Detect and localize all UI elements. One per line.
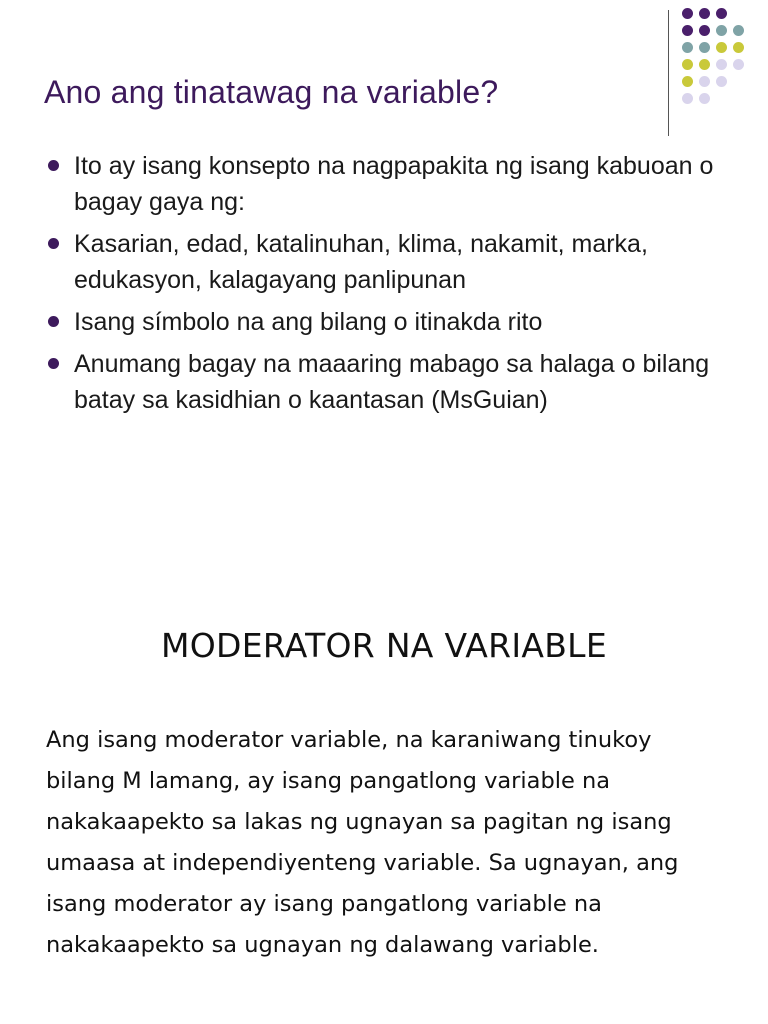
bullet-dot-icon [48, 358, 59, 369]
decorative-dot [716, 59, 727, 70]
decorative-dot [699, 42, 710, 53]
decorative-dot [699, 59, 710, 70]
bullet-dot-icon [48, 238, 59, 249]
slide-title: Ano ang tinatawag na variable? [44, 74, 499, 110]
decorative-dot [733, 25, 744, 36]
bullet-dot-icon [48, 160, 59, 171]
bullet-item [46, 346, 726, 418]
bullet-item [46, 226, 726, 298]
decorative-dot [682, 76, 693, 87]
decorative-dot [733, 42, 744, 53]
bullet-text: Anumang bagay na maaaring mabago sa halaga o bilang batay sa kasidhian o kaantasan (MsGuian) [74, 350, 710, 414]
decorative-dot [682, 93, 693, 104]
vertical-divider [668, 10, 669, 136]
bullet-item [46, 148, 726, 220]
bullet-text: Kasarian, edad, katalinuhan, klima, nakamit, marka, edukasyon, kalagayang panlipunan [74, 230, 648, 294]
section-heading: MODERATOR NA VARIABLE [160, 626, 608, 665]
decorative-dot [733, 59, 744, 70]
bullet-text: Ito ay isang konsepto na nagpapakita ng isang kabuoan o bagay gaya ng: [74, 152, 714, 216]
decorative-dot [682, 25, 693, 36]
decorative-dot [699, 8, 710, 19]
slide-bullet-list [46, 148, 726, 424]
decorative-dot [716, 8, 727, 19]
decorative-dot [699, 93, 710, 104]
decorative-dot [716, 25, 727, 36]
decorative-dot [716, 76, 727, 87]
bullet-text: Isang símbolo na ang bilang o itinakda rito [74, 308, 543, 336]
bullet-dot-icon [48, 316, 59, 327]
decorative-dot [682, 8, 693, 19]
body-paragraph: Ang isang moderator variable, na karaniwang tinukoy bilang M lamang, ay isang pangatlong variable na nakakaapekto sa lakas ng ugnayan sa pagitan ng isang umaasa at independiyenteng variable. Sa ugnayan, ang isang moderator ay isang pangatlong variable na nakakaapekto sa ugnayan ng dalawang variable. [46, 727, 679, 958]
decorative-dot-grid [682, 8, 752, 122]
decorative-dot [699, 76, 710, 87]
decorative-dot [716, 42, 727, 53]
decorative-dot [682, 42, 693, 53]
decorative-dot [699, 25, 710, 36]
decorative-dot [682, 59, 693, 70]
bullet-item [46, 304, 726, 340]
